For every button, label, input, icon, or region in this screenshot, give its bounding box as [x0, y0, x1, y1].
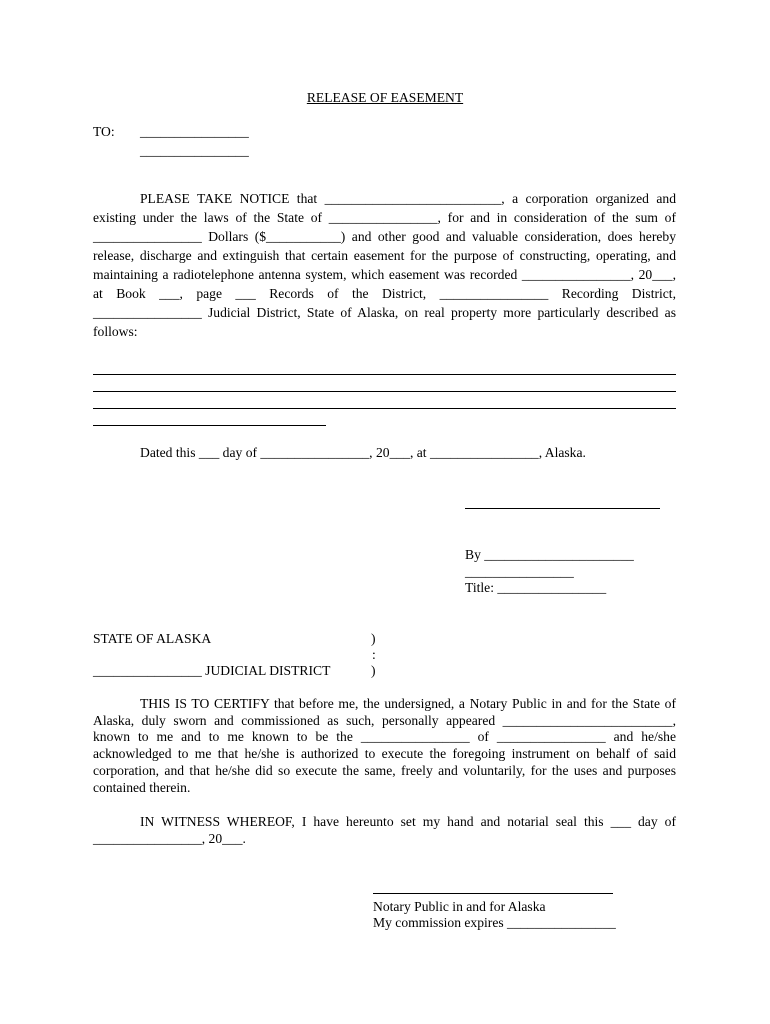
venue-paren-bottom: )	[371, 663, 376, 678]
by-line: By ______________________	[465, 547, 634, 562]
notice-paragraph	[93, 189, 676, 341]
witness-paragraph	[93, 814, 676, 847]
by-underline: ________________	[465, 564, 574, 579]
certify-paragraph	[93, 696, 676, 796]
notice-text: PLEASE TAKE NOTICE that __________________________, a corporation organized and existing under the laws of the State of ________________, for and in consideration of the sum of ________________ Dollars ($___________) and other good and valuable consideration, does hereby release, discharge and extinguish that certain easement for the purpose of constructing, operating, and maintaining a radiotelephone antenna system, which easement was recorded ________________, 20___, at Book ___, page ___ Records of the District, ________________ Recording District, ________________ Judicial District, State of Alaska, on real property more particularly described as follows:	[93, 191, 676, 339]
venue-paren-top: )	[371, 631, 376, 646]
notary-commission: My commission expires ________________	[373, 915, 616, 930]
judicial-district-line: ________________ JUDICIAL DISTRICT	[93, 663, 331, 678]
witness-text: IN WITNESS WHEREOF, I have hereunto set my hand and notarial seal this ___ day of ________________, 20___.	[93, 814, 676, 846]
signature-line	[465, 508, 660, 509]
description-line-4	[93, 425, 326, 426]
state-label: STATE OF ALASKA	[93, 631, 212, 646]
certify-text: THIS IS TO CERTIFY that before me, the undersigned, a Notary Public in and for the State of Alaska, duly sworn and commissioned as such, personally appeared _________________________, known to me and to me known to be the ________________ of ________________ and he/she acknowledged to me that he/she is authorized to execute the foregoing instrument on behalf of said corporation, and that he/she did so execute the same, freely and voluntarily, for the uses and purposes contained therein.	[93, 696, 676, 795]
dated-line: Dated this ___ day of ________________, 20___, at ________________, Alaska.	[140, 445, 586, 460]
notary-signature-line	[373, 893, 613, 894]
description-line-2	[93, 391, 676, 392]
notary-title: Notary Public in and for Alaska	[373, 899, 546, 914]
description-line-1	[93, 374, 676, 375]
title-line: Title: ________________	[465, 580, 607, 595]
description-line-3	[93, 408, 676, 409]
to-line-2: ________________	[140, 143, 249, 158]
venue-colon: :	[372, 647, 376, 662]
to-line-1: ________________	[140, 124, 249, 139]
document-title: RELEASE OF EASEMENT	[306, 90, 464, 105]
to-label: TO:	[93, 124, 115, 139]
